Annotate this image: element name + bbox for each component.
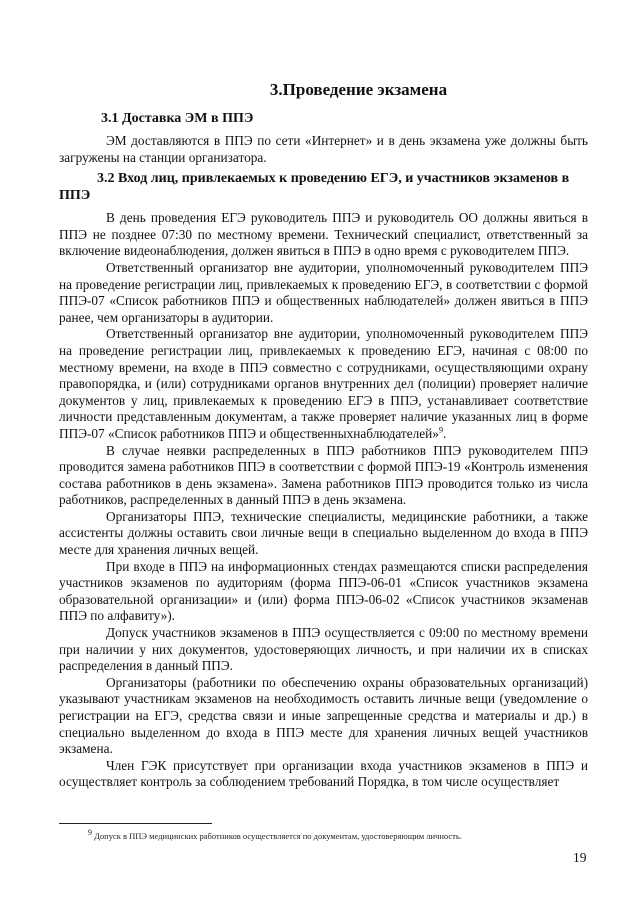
footnote-reference[interactable]: 9 <box>438 425 443 435</box>
paragraph: Организаторы (работники по обеспечению охраны образовательных организаций) указывают участникам экзаменов на необходимость оставить личные вещи (уведомление о регистрации на ЕГЭ, средства связи и иные запрещенные средства и материалы и др.) в специально выделенном до входа в ППЭ месте для хранения личных вещей участников экзамена. <box>59 674 588 757</box>
footnote-divider <box>59 823 212 824</box>
paragraph: При входе в ППЭ на информационных стендах размещаются списки распределения участников экзаменов по аудиториям (форма ППЭ-06-01 «Список участников экзамена образовательной организации» и (или) форма ППЭ-06-02 «Список участников экзаменав ППЭ по алфавиту»). <box>59 558 588 624</box>
paragraph: В день проведения ЕГЭ руководитель ППЭ и руководитель ОО должны явиться в ППЭ не позднее 07:30 по местному времени. Технический специалист, ответственный за включение видеонаблюдения, должен явиться в ППЭ в одно время с руководителем ППЭ. <box>59 210 588 259</box>
paragraph: Допуск участников экзаменов в ППЭ осуществляется с 09:00 по местному времени при наличии у них документов, удостоверяющих личность, и при наличии их в списках распределения в данный ППЭ. <box>59 625 588 674</box>
page-content <box>59 80 588 791</box>
page-number: 19 <box>573 850 587 865</box>
paragraph: Организаторы ППЭ, технические специалисты, медицинские работники, а также ассистенты должны оставить свои личные вещи в специально выделенном до входа в ППЭ месте для хранения личных вещей. <box>59 508 588 558</box>
section-title: 3.Проведение экзамена <box>269 80 448 99</box>
footnote <box>88 828 462 841</box>
sentence-end: . <box>442 425 447 441</box>
footnote-text: Допуск в ППЭ медицинских работников осуществляется по документам, удостоверяющим личность. <box>94 831 462 841</box>
subsection-heading-3-1: 3.1 Доставка ЭМ в ППЭ <box>101 111 254 126</box>
paragraph: Ответственный организатор вне аудитории, уполномоченный руководителем ППЭ на проведение регистрации лиц, привлекаемых к проведению ЕГЭ, в соответствии с формой ППЭ-07 «Список работников ППЭ и общественных наблюдателей» должен явиться в ППЭ ранее, чем организаторы в аудитории. <box>59 259 588 325</box>
subsection-heading-3-2: 3.2 Вход лиц, привлекаемых к проведению ЕГЭ, и участников экзаменов в ППЭ <box>59 171 570 204</box>
footnote-number: 9 <box>88 828 92 838</box>
paragraph-with-footnote <box>59 326 588 442</box>
paragraph: ЭМ доставляются в ППЭ по сети «Интернет» и в день экзамена уже должны быть загружены на станции организатора. <box>59 133 588 165</box>
paragraph: В случае неявки распределенных в ППЭ работников ППЭ руководителем ППЭ проводится замена работников ППЭ в соответствии с формой ППЭ-19 «Контроль изменения состава работников в день экзамена». Замена работников ППЭ проводится только из числа работников, распределенных в данный ППЭ в день экзамена. <box>59 442 588 508</box>
paragraph: Член ГЭК присутствует при организации входа участников экзаменов в ППЭ и осуществляет контроль за соблюдением требований Порядка, в том числе осуществляет <box>59 757 588 790</box>
paragraph-text: Ответственный организатор вне аудитории, уполномоченный руководителем ППЭ на проведение регистрации лиц, привлекаемых к проведению ЕГЭ, начиная с 08:00 по местному времени, на входе в ППЭ совместно с сотрудниками, осуществляющими охрану правопорядка, и (или) сотрудниками органов внутренних дел (полиции) проверяет наличие документов у лиц, привлекаемых к проведению ЕГЭ в ППЭ, устанавливает соответствие личности представленным документам, а также проверяет наличие указанных лиц в форме ППЭ-07 «Список работников ППЭ и общественныхнаблюдателей» <box>59 326 588 441</box>
